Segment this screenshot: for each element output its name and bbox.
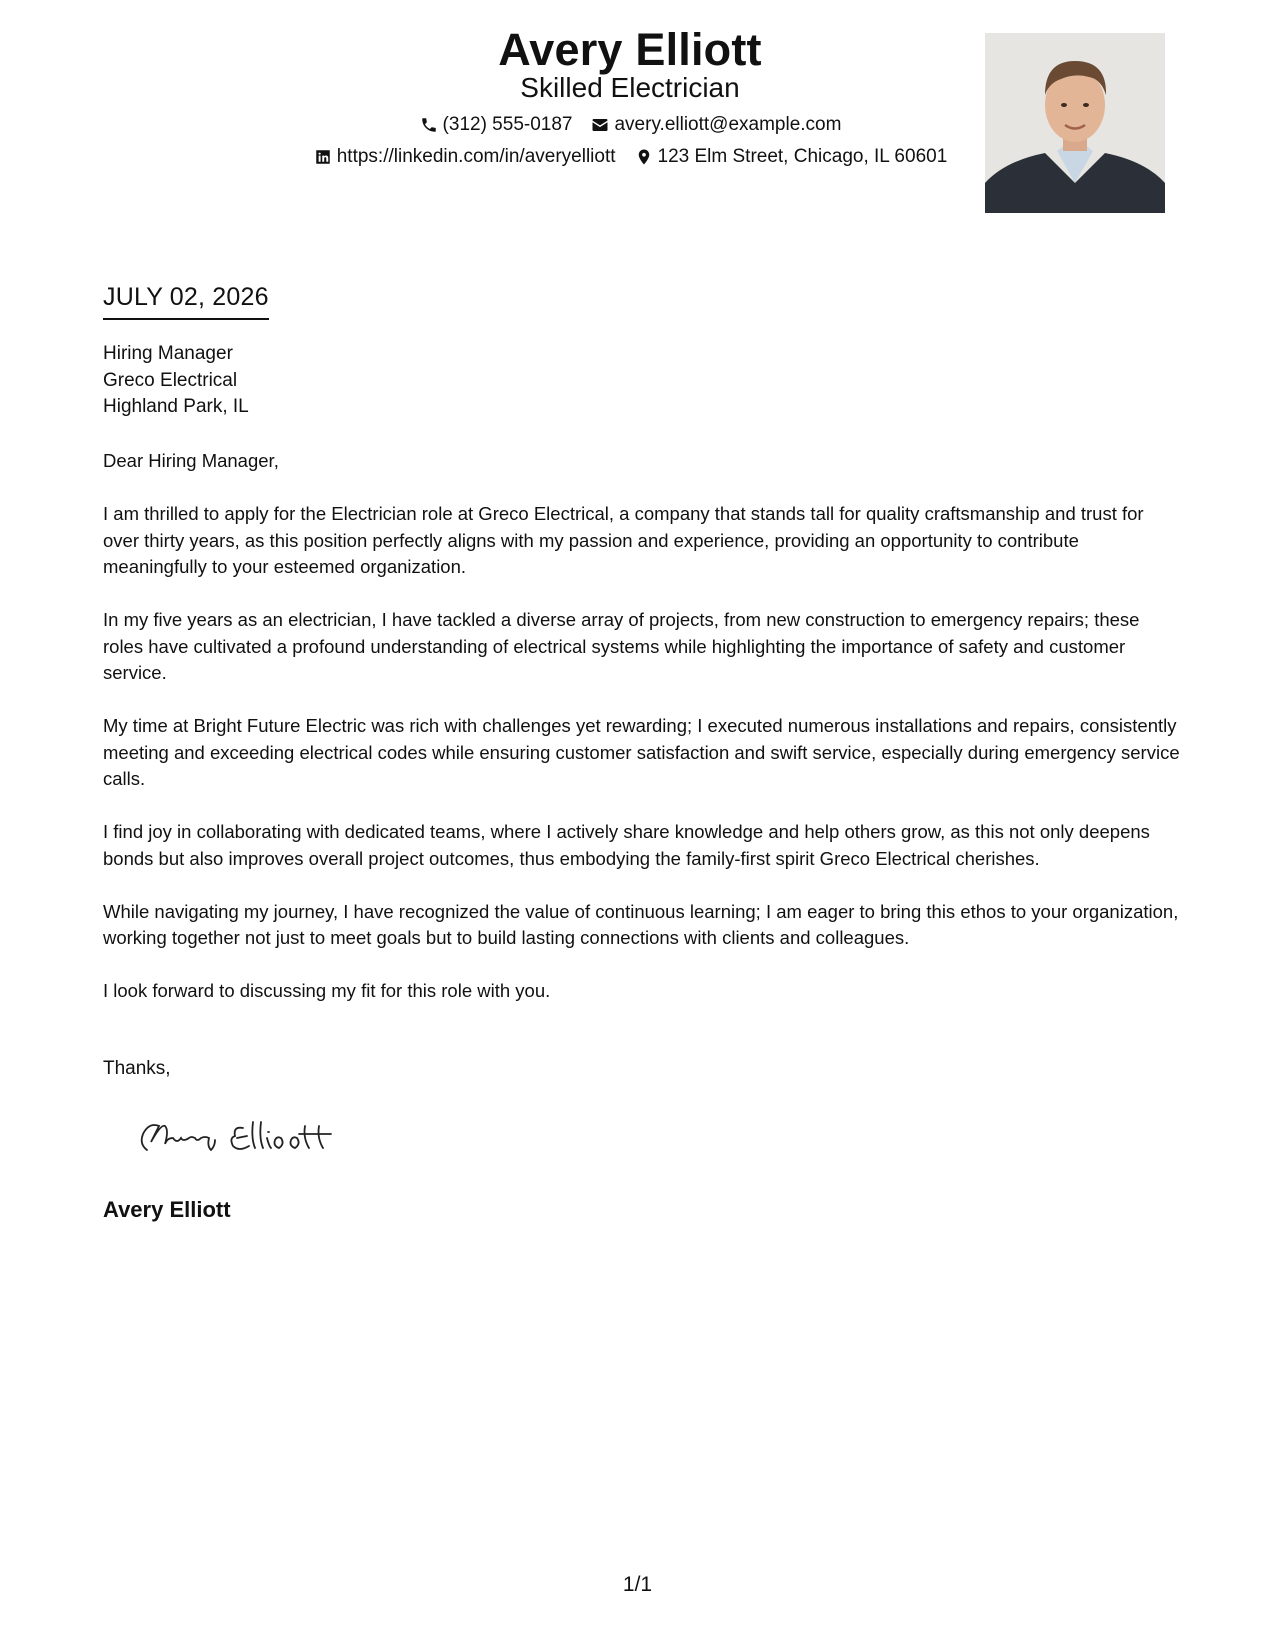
signer-name: Avery Elliott xyxy=(103,1197,231,1222)
linkedin-text: https://linkedin.com/in/averyelliott xyxy=(336,146,616,167)
recipient-role: Hiring Manager xyxy=(103,343,233,364)
recipient-location: Highland Park, IL xyxy=(103,396,249,417)
portrait-illustration xyxy=(985,33,1165,213)
letter-date: JULY 02, 2026 xyxy=(103,282,269,320)
phone-text: (312) 555-0187 xyxy=(442,114,573,135)
paragraph-4: I find joy in collaborating with dedicated teams, where I actively share knowledge and help others grow, as this not only deepens bonds but also improves overall project outcomes, thus embodying the family-first spirit Greco Electrical cherishes. xyxy=(103,821,1150,869)
contact-phone[interactable] xyxy=(419,113,573,137)
paragraph-1: I am thrilled to apply for the Electrician role at Greco Electrical, a company that stands tall for quality craftsmanship and trust for over thirty years, as this position perfectly aligns with my passion and experience, providing an opportunity to contribute meaningfully to your esteemed organization. xyxy=(103,503,1144,577)
closing-line: Thanks, xyxy=(103,1058,171,1079)
linkedin-icon xyxy=(313,147,333,167)
phone-icon xyxy=(419,115,439,135)
paragraph-3: My time at Bright Future Electric was rich with challenges yet rewarding; I executed numerous installations and repairs, consistently meeting and exceeding electrical codes while ensuring customer satisfaction and swift service, especially during emergency service calls. xyxy=(103,715,1180,789)
letter-header xyxy=(0,0,1275,230)
applicant-title: Skilled Electrician xyxy=(520,72,740,103)
contact-address xyxy=(634,145,948,169)
salutation: Dear Hiring Manager, xyxy=(103,450,279,471)
email-text: avery.elliott@example.com xyxy=(614,114,842,135)
recipient-company: Greco Electrical xyxy=(103,369,238,391)
profile-photo xyxy=(985,33,1165,213)
recipient-block xyxy=(103,341,249,421)
envelope-icon xyxy=(590,115,610,135)
signature-image xyxy=(125,1108,355,1168)
letter-body xyxy=(103,448,1183,1031)
address-text: 123 Elm Street, Chicago, IL 60601 xyxy=(657,146,948,167)
contact-linkedin[interactable] xyxy=(313,145,616,169)
paragraph-5: While navigating my journey, I have recognized the value of continuous learning; I am eager to bring this ethos to your organization, working together not just to meet goals but to build lasting connections with clients and colleagues. xyxy=(103,900,1179,948)
handwritten-signature xyxy=(125,1108,355,1168)
contact-email[interactable] xyxy=(590,113,841,137)
applicant-name: Avery Elliott xyxy=(498,24,762,75)
page-number: 1/1 xyxy=(622,1573,653,1596)
map-pin-icon xyxy=(634,147,654,167)
paragraph-6: I look forward to discussing my fit for this role with you. xyxy=(103,980,551,1001)
paragraph-2: In my five years as an electrician, I have tackled a diverse array of projects, from new construction to emergency repairs; these roles have cultivated a profound understanding of electrical systems while highlighting the importance of safety and customer service. xyxy=(103,609,1140,683)
